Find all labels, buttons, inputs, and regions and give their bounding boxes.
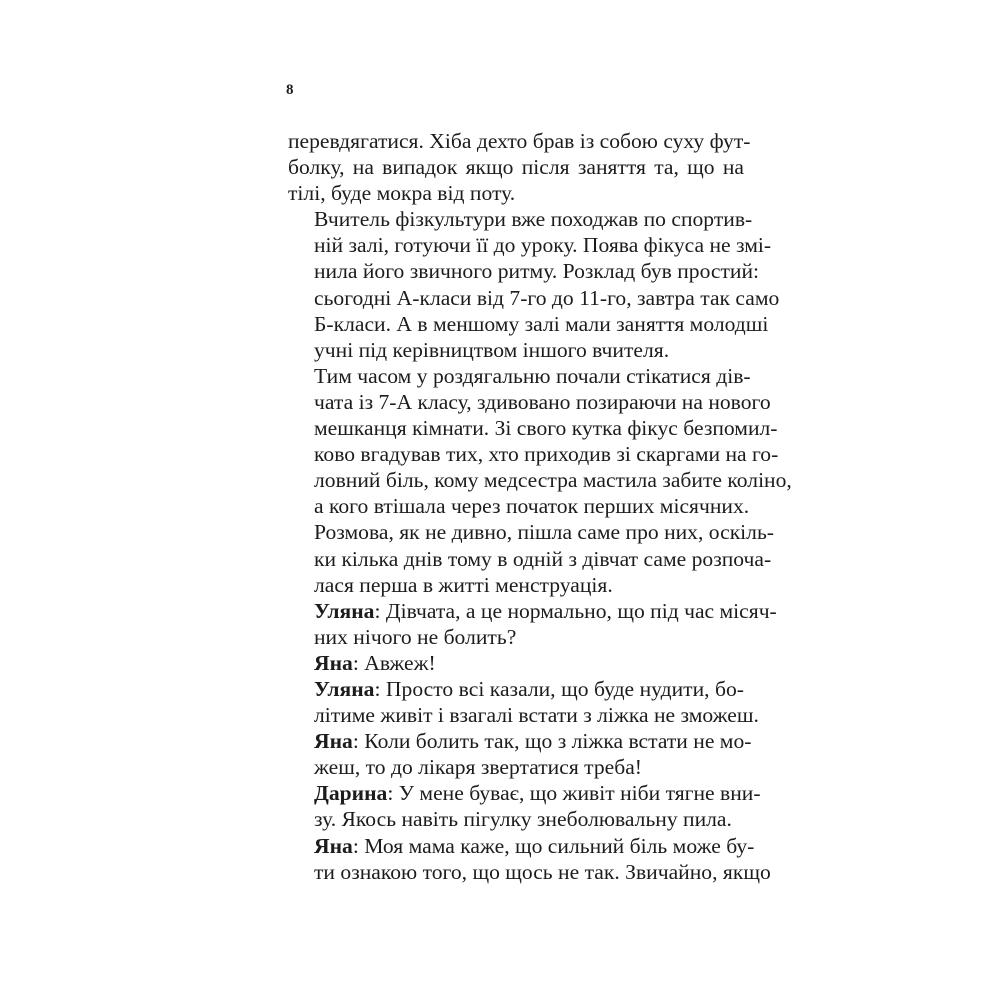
text-line: [288, 598, 777, 624]
dialogue-paragraph: [288, 728, 752, 780]
speaker-name: Яна: [314, 650, 353, 675]
text-line: тілі, буде мокра від поту.: [288, 181, 516, 206]
text-line: лася перша в житті менструація.: [314, 572, 613, 597]
text-line: мешканця кімнати. Зі свого кутка фікус безпомил-: [314, 416, 778, 441]
text-line: [288, 728, 752, 754]
text-line: ково вгадував тих, хто приходив зі скаргами на го-: [314, 442, 779, 467]
text-line: болку, на випадок якщо після заняття та, що на: [288, 155, 744, 180]
text-line: Вчитель фізкультури вже походжав по спортив-: [314, 207, 753, 232]
body-text: [288, 128, 792, 885]
text-line: жеш, то до лікаря звертатися треба!: [314, 755, 642, 780]
speech-text: : Моя мама каже, що сильний біль може бу-: [352, 833, 755, 858]
dialogue-paragraph: [288, 833, 771, 885]
text-line: перевдягатися. Хіба дехто брав із собою суху фут-: [288, 129, 751, 153]
speech-text: : Авжеж!: [352, 650, 436, 675]
text-line: нила його звичного ритму. Розклад був простий:: [314, 259, 760, 284]
text-line: [288, 676, 744, 702]
dialogue-paragraph: [288, 598, 777, 650]
text-line: сьогодні А-класи від 7-го до 11-го, завтра так само: [314, 285, 780, 310]
dialogue-paragraph: [288, 676, 759, 728]
speaker-name: Яна: [314, 729, 353, 754]
paragraph: [288, 206, 780, 363]
speaker-name: Уляна: [314, 676, 375, 701]
text-line: [288, 833, 755, 859]
dialogue-paragraph: [288, 780, 761, 832]
text-line: а кого втішала через початок перших місячних.: [314, 494, 750, 519]
speaker-name: Уляна: [314, 598, 375, 623]
text-line: [288, 780, 761, 806]
text-line: Розмова, як не дивно, пішла саме про них, оскіль-: [314, 520, 774, 545]
page-number: 8: [286, 82, 294, 98]
text-line: Б-класи. А в меншому залі мали заняття молодші: [314, 311, 769, 336]
text-line: ній залі, готуючи її до уроку. Поява фікуса не змі-: [314, 233, 772, 258]
paragraph: [288, 519, 774, 597]
text-line: [288, 650, 744, 676]
text-line: них нічого не болить?: [314, 624, 517, 649]
speaker-name: Яна: [314, 833, 353, 858]
text-line: учні під керівництвом іншого вчителя.: [314, 337, 670, 362]
paragraph: [288, 128, 751, 206]
paragraph: [288, 363, 792, 520]
text-line: ловний біль, кому медсестра мастила забите коліно,: [314, 468, 792, 493]
text-line: ки кілька днів тому в одній з дівчат саме розпоча-: [314, 546, 772, 571]
text-line: Тим часом у роздягальню почали стікатися дів-: [314, 363, 751, 388]
speech-text: : Коли болить так, що з ліжка встати не мо-: [352, 729, 752, 754]
text-line: зу. Якось навіть пігулку знеболювальну пила.: [314, 807, 732, 832]
text-line: ти ознакою того, що щось не так. Звичайно, якщо: [314, 859, 771, 884]
text-line: чата із 7-А класу, здивовано позираючи на нового: [314, 389, 771, 414]
text-line: літиме живіт і взагалі встати з ліжка не зможеш.: [314, 703, 759, 728]
speech-text: : У мене буває, що живіт ніби тягне вни-: [387, 781, 761, 806]
speech-text: : Просто всі казали, що буде нудити, бо-: [374, 676, 744, 701]
speaker-name: Дарина: [314, 781, 388, 806]
speech-text: : Дівчата, а це нормально, що під час місяч-: [374, 598, 777, 623]
dialogue-paragraph: [288, 650, 744, 676]
